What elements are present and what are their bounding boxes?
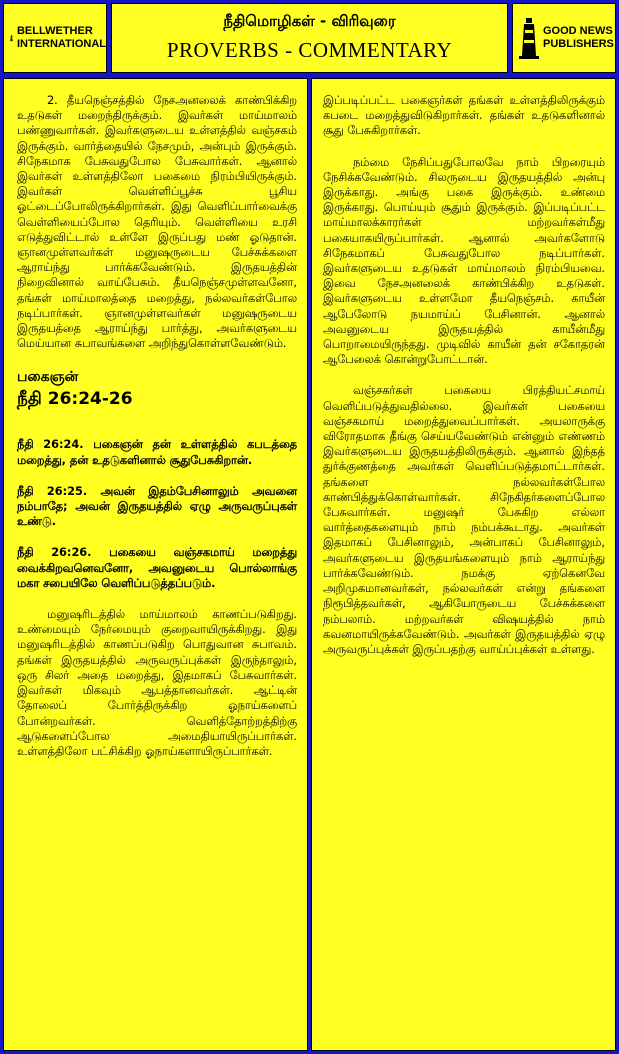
left-logo-line2: INTERNATIONAL [16, 38, 106, 50]
intro-paragraph: 2. தீயநெஞ்சத்தில் நேசஅனலைக் காண்பிக்கிற உதடுகள் மறைந்திருக்கும். இவர்கள் மாய்மாலம் பண்ணுவார்கள். இவர்களுடைய உள்ளத்தில் வஞ்சகம் இருக்கும். வார்த்தையில் நேசமும், அன்பும் இருக்கும். சிநேகமாக பேசுவதுபோல பேசுவார்கள். ஆனால் இவர்கள் உள்ளத்திலோ பகைமை நிரம்பியிருக்கும். இவர்கள் வெள்ளிப்பூச்சு பூசிய ஓட்டைப்போலிருக்கிறார்கள். இது வெளிப்பார்வைக்கு வெள்ளியைப்போல தெரியும். வெள்ளியை உரசி எடுத்துவிட்டால் உள்ளே இருப்பது மண் ஓடுதான். ஞானமுள்ளவர்கள் மனுஷருடைய பேச்சுக்களை ஆராய்ந்து பார்க்கவேண்டும். இருதயத்தின் நிறைவினால் வாய்பேசும். தீயநெஞ்சமுள்ளவனோ, தங்கள் மாய்மாலத்தை மறைத்து, நல்லவர்கள்போல நடிப்பார்கள். ஞானமுள்ளவர்கள் மனுஷருடைய இருதயத்தை ஆராய்ந்து பார்த்து, அவர்களுடைய மெய்யான சுபாவங்களை அறிந்துகொள்ளவேண்டும். [17, 94, 297, 351]
commentary-paragraph: வஞ்சகர்கள் பகையை பிரத்தியட்சமாய் வெளிப்படுத்துவதில்லை. இவர்கள் பகையை வஞ்சகமாய் மறைத்துவைப்பார்கள். அயலாருக்கு விரோதமாக தீங்கு செய்யவேண்டும் என்னும் எண்ணம் இவர்களுடைய இருதயத்திலிருக்கும். ஆனால் இந்தத் துர்க்குணத்தை அவர்கள் வெளிப்படுத்தமாட்டார்கள். தங்களை நல்லவர்கள்போல காண்பித்துக்கொள்வார்கள். சிநேகிதர்களைப்போல பேசுவார்கள். மனுஷர் பேசுகிற எல்லா வார்த்தைகளையும் நாம் நம்பக்கூடாது. அவர்கள் இதமாகப் பேசினாலும், அன்பாகப் பேசினாலும், அவர்களுடைய இருதயங்களையும் நாம் ஆராய்ந்து பார்க்கவேண்டும். நமக்கு ஏற்கெனவே அறிமுகமானவர்கள், நல்லவர்கள் என்று தங்களை நிரூபித்தவர்கள், ஆகியோருடைய பேச்சுக்களை நம்பலாம். மற்றவர்கள் விஷயத்தில் நாம் கவனமாயிருக்கவேண்டும். அவர்கள் இருதயத்தில் ஏழு அருவருப்புக்கள் இருப்பதற்கு வாய்ப்புக்கள் உள்ளது. [323, 384, 605, 656]
left-column [3, 78, 308, 1051]
left-logo-line1: BELLWETHER [16, 25, 93, 37]
right-column [311, 78, 616, 1051]
good-news-logo [512, 3, 616, 73]
commentary-paragraph: நம்மை நேசிப்பதுபோலவே நாம் பிறரையும் நேசிக்கவேண்டும். சிலருடைய இருதயத்தில் அன்பு இருக்காது. அங்கு பகை இருக்கும். உண்மை இருக்காது. பொய்யும் சூதும் இருக்கும். இப்படிப்பட்ட மாய்மாலக்காரர்கள் மற்றவர்கள்மீது பகையாகயிருப்பார்கள். ஆனால் அவர்களோடு சிநேகமாகப் பேசுவதுபோல நடிப்பார்கள். இவர்களுடைய உதடுகள் மாய்மாலம் நிரம்பியவை. இவை நேசஅனலைக் காண்பிக்கிற உதடுகள். இவர்களுடைய உள்ளமோ தீயநெஞ்சம். காயீன் ஆபேலோடு நயமாய்ப் பேசினான். ஆனால் அவனுடைய இருதயத்தில் காயீன்மீது பொறாமையிருந்தது. முடிவில் காயீன் தன் சகோதரன் ஆபேலைக் கொன்றுபோட்டான். [323, 155, 605, 367]
tamil-title: நீதிமொழிகள் - விரிவுரை [223, 12, 396, 30]
verse-24: நீதி 26:24. பகைஞன் தன் உள்ளத்தில் கபடத்தை மறைத்து, தன் உதடுகளினால் சூதுபேசுகிறான். [17, 438, 297, 467]
english-title: PROVERBS - COMMENTARY [166, 38, 453, 62]
bellwether-logo [3, 3, 107, 73]
commentary-paragraph: இப்படிப்பட்ட பகைஞர்கள் தங்கள் உள்ளத்திலிருக்கும் கபடை மறைத்துவிடுகிறார்கள். தங்கள் உதடுகளினால் சூது பேசுகிறார்கள். [323, 94, 605, 138]
lighthouse-icon [519, 16, 539, 60]
verse-26: நீதி 26:26. பகையை வஞ்சகமாய் மறைத்து வைக்கிறவனெவனோ, அவனுடைய பொல்லாங்கு மகா சபையிலே வெளிப்படுத்தப்படும். [17, 546, 297, 590]
section-reference: நீதி 26:24-26 [17, 389, 133, 410]
commentary-paragraph: மனுஷரிடத்தில் மாய்மாலம் காணப்படுகிறது. உண்மையும் நேர்மையும் குறைவாயிருக்கிறது. இது மனுஷரிடத்தில் காணப்படுகிற பொதுவான சுபாவம். தங்கள் இருதயத்தில் அருவருப்புக்கள் இருந்தாலும், ஒரு சிலர் அதை மறைத்து, இதமாகப் பேசுவார்கள். இவர்கள் மிகவும் ஆபத்தானவர்கள். ஆட்டின் தோலைப் போர்த்திருக்கிற ஓநாய்களைப் போன்றவர்கள். வெளித்தோற்றத்திற்கு ஆடுகளைப்போல அமைதியாயிருப்பார்கள். உள்ளத்திலோ பட்சிக்கிற ஓநாய்களாயிருப்பார்கள். [17, 608, 297, 758]
right-logo-line2: PUBLISHERS [543, 38, 614, 50]
title-banner [111, 3, 508, 73]
section-title: பகைஞன் [17, 369, 79, 386]
right-logo-line1: GOOD NEWS [543, 25, 613, 37]
verse-25: நீதி 26:25. அவன் இதம்பேசினாலும் அவனை நம்பாதே; அவன் இருதயத்தில் ஏழு அருவருப்புகள் உண்டு. [17, 484, 297, 529]
lighthouse-icon [10, 16, 13, 60]
